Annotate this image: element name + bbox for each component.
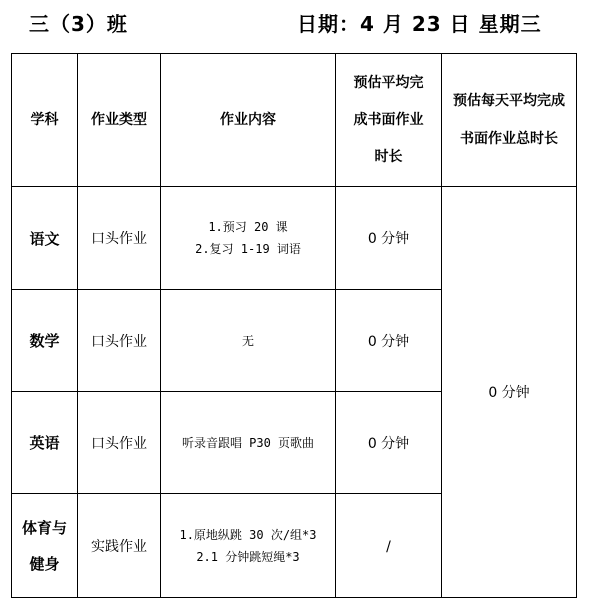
type-cell bbox=[78, 187, 161, 290]
total-duration-cell bbox=[442, 187, 577, 598]
content-line: 无 bbox=[241, 333, 254, 348]
header-estimated-time-line2: 成书面作业 bbox=[353, 111, 424, 128]
header-estimated-time bbox=[336, 54, 442, 187]
header-total-time-line1: 预估每天平均完成 bbox=[453, 93, 565, 109]
content-line: 2.1 分钟跳短绳*3 bbox=[196, 549, 300, 564]
header-estimated-time-line3: 时长 bbox=[374, 148, 403, 165]
subject-cell bbox=[12, 494, 78, 598]
homework-type: 口头作业 bbox=[91, 333, 147, 350]
content-cell bbox=[161, 392, 336, 494]
header-total-time bbox=[442, 54, 577, 187]
subject-name-line1: 体育与 bbox=[21, 518, 67, 537]
duration-cell bbox=[336, 290, 442, 392]
class-name: 三（3）班 bbox=[29, 12, 128, 36]
duration-cell bbox=[336, 187, 442, 290]
duration-value: / bbox=[386, 539, 391, 555]
subject-cell bbox=[12, 290, 78, 392]
type-cell bbox=[78, 494, 161, 598]
content-line: 听录音跟唱 P30 页歌曲 bbox=[181, 435, 315, 450]
duration-value: 0 分钟 bbox=[367, 231, 410, 247]
type-cell bbox=[78, 290, 161, 392]
homework-type: 口头作业 bbox=[91, 435, 147, 452]
header-total-time-line2: 书面作业总时长 bbox=[460, 131, 558, 147]
subject-name-line2: 健身 bbox=[29, 554, 60, 573]
table-header-row bbox=[12, 54, 577, 187]
subject-name: 英语 bbox=[29, 434, 60, 452]
content-line: 1.预习 20 课 bbox=[208, 220, 288, 234]
duration-value: 0 分钟 bbox=[367, 435, 410, 452]
date-line: 日期：4 月 23 日 星期三 bbox=[297, 12, 542, 36]
homework-type: 实践作业 bbox=[91, 538, 147, 555]
content-cell bbox=[161, 187, 336, 290]
content-line: 2.复习 1-19 词语 bbox=[195, 242, 301, 256]
subject-name: 语文 bbox=[29, 229, 60, 248]
homework-table bbox=[11, 53, 577, 598]
header-estimated-time-line1: 预估平均完 bbox=[353, 74, 424, 91]
homework-type: 口头作业 bbox=[91, 231, 147, 247]
subject-cell bbox=[12, 187, 78, 290]
table-row-chinese bbox=[12, 187, 577, 290]
header-content: 作业内容 bbox=[161, 54, 336, 187]
subject-cell bbox=[12, 392, 78, 494]
header-type: 作业类型 bbox=[78, 54, 161, 187]
duration-cell bbox=[336, 494, 442, 598]
type-cell bbox=[78, 392, 161, 494]
duration-value: 0 分钟 bbox=[367, 333, 410, 350]
content-cell bbox=[161, 290, 336, 392]
total-duration-value: 0 分钟 bbox=[488, 385, 530, 401]
duration-cell bbox=[336, 392, 442, 494]
header-subject: 学科 bbox=[12, 54, 78, 187]
page-header bbox=[0, 0, 591, 44]
subject-name: 数学 bbox=[29, 332, 60, 350]
content-line: 1.原地纵跳 30 次/组*3 bbox=[179, 527, 317, 542]
content-cell bbox=[161, 494, 336, 598]
